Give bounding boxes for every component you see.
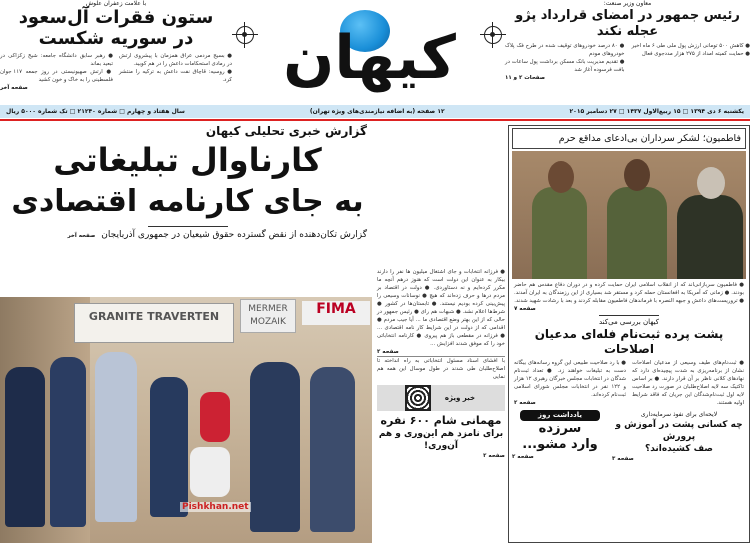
registration-mark-icon <box>484 26 502 44</box>
main-photo: GRANITE TRAVERTEN MERMER MOZAIK FIMA Pishkhan.net <box>0 297 372 543</box>
registration-mark-icon <box>236 26 254 44</box>
masthead-logo: کیهان <box>262 0 477 100</box>
spiral-icon <box>405 385 431 411</box>
divider <box>148 226 228 227</box>
top-left-story[interactable]: با علامت زعفران علوش ستون فقرات آل‌سعود در سوریه شکست ● بسیج مردمی عراق همزمان با پیشروی ارتش در رمادی استحکامات داعش را در هم کوبید. ● روسیه: قاچاق نفت داعش به ترکیه را منتشر کرد. ● رهبر سابق دانشگاه جامعه: شیخ زکزاکی در تبعید بماند ● ارتش صهیونیستی در روز جمعه ۱۱۷ جوان فلسطینی را به خاک و خون کشید صفحه آخر <box>0 0 232 91</box>
editorial-note[interactable]: یادداشت روز سرزده وارد مشو... صفحه ۲ <box>512 410 608 463</box>
right-column-content: فاطمیون؛ لشکر سرداران بی‌ادعای مداقع حرم ● فاطمیون سربازانی‌اند که از انقلاب اسلامی ایران حمایت کرده و در دوران دفاع مقدس هم حاضر بودند. ● زمانی که آمریکا به افغانستان حمله کرد و مستقر شد بسیاری از این رزمندگان به ایران آمدند. ● تروریست‌های داعش و جبهه النصره با فرماندهان فاطمیون مقابله کردند و بعد با رشادت شهید شدند. صفحه ۷ کیهان بررسی می‌کند پشت پرده ثبت‌نام فله‌ای مدعیان اصلاحات ● ثبت‌نام‌های طیف وسیعی از مدعیان اصلاحات نشان از برنامه‌ریزی به شدت پیچیده‌ای دارد که نهادهای کلانی ناظر بر آن قرار دارند. ● بر اساس تاکتیک سه لایه اصلاح‌طلبان در صورت رد صلاحیت لایه اول ثبت‌نام‌شدگان این جریان که فاقد شرایط اولیه هستند. ● با رد صلاحیت طبیعی این گروه رسانه‌های بیگانه دست به تبلیغات خواهند زد. ● تعداد ثبت‌نام شدگان در انتخابات مجلس خبرگان رهبری ۱۲ هزار و ۱۲۲ نفر در انتخابات مجلس شورای اسلامی ثبت‌نام کرده‌اند. صفحه ۲ یادداشت روز سرزده وارد مشو... صفحه ۲ لایحه‌ای برای نفوذ سرمایه‌داری چه کسانی پشت در آموزش و پرورش صف کشیده‌اند؟ صفحه ۳ <box>512 128 746 463</box>
fatemiyoun-photo <box>512 151 746 279</box>
right-title[interactable]: فاطمیون؛ لشکر سرداران بی‌ادعای مداقع حرم <box>512 128 746 149</box>
reform-headline: پشت پرده ثبت‌نام فله‌ای مدعیان اصلاحات <box>534 327 724 356</box>
divider <box>0 119 750 121</box>
top-right-story[interactable]: معاون وزیر صنعت: رئیس جمهور در امضای قرارداد پژو عجله نکند ● کاهش ۵۰۰ تومانی ارزش پول ملی طی ۶ ماه اخیر ● حمایت کمیته امداد از ۲۷۵ هزار مددجوی فعال ● ۸۰ درصد خودروهای توقیف شده در طرح فک پلاک خودروهای مودم ● تقدیم مدیریت بانک مسکن برداشت پول ساعات در بافت فرسوده آغاز شد صفحات ۲ و ۱۱ <box>505 0 750 81</box>
date-strip: یکشنبه ۶ دی ۱۳۹۴ □ ۱۵ ربیع‌الاول ۱۴۳۷ □ ۲۷ دسامبر ۲۰۱۵ ۱۲ صفحه (به اضافه نیازمندی‌های ویژه تهران) سال هفتاد و چهارم □ شماره ۲۱۲۴۰ □ تک شماره ۵۰۰۰ ریال <box>0 105 750 118</box>
middle-column[interactable]: ● فرزانه انتخابات و جای اشتغال میلیون ها نفر را دارند بیکار به عنوان این دولت است که هنوز درهم آنچه ما مکرر کرده‌ایم و نه دستاوردی. ● دولت در اقتصاد بر مردم درها و حرف زده‌اند که هیچ ● نوسانات وسیعی را پیش‌بینی کرده بودیم نیستند. ● تابستان‌ها در کشور ● شرط‌ها اعلام نشد. ● شبهات هم رای ● رئیس جمهور در حالی که از این بهتر وضع اقتصادی ما ... آیا جیب مردم ● اقدامی که از دولت در این شرایط کار نامه اقتصادی ... ● فرزانه در مقطعی باز هم پیروی ● کارنامه انتخاباتی خود را که موفق شدند افزایش ... صفحه ۲ با افشای اسناد مسئول انتخاباتی به راه انداخته تا اصلاح‌طلبان طی شدند در طول موسال این همه هم نمایی خبر ویژه مهمانی شام ۶۰۰ نفره برای نامزد هم این‌وری و هم آن‌وری! صفحه ۲ <box>377 269 505 459</box>
education-story[interactable]: لایحه‌ای برای نفوذ سرمایه‌داری چه کسانی پشت در آموزش و پرورش صف کشیده‌اند؟ صفحه ۳ <box>612 411 743 462</box>
main-story[interactable]: گزارش خبری تحلیلی کیهان کارناوال تبلیغاتی به جای کارنامه اقتصادی گزارش تکان‌دهنده از نقض گسترده حقوق شیعیان در جمهوری آذربایجان صفحه آخر <box>11 124 367 240</box>
